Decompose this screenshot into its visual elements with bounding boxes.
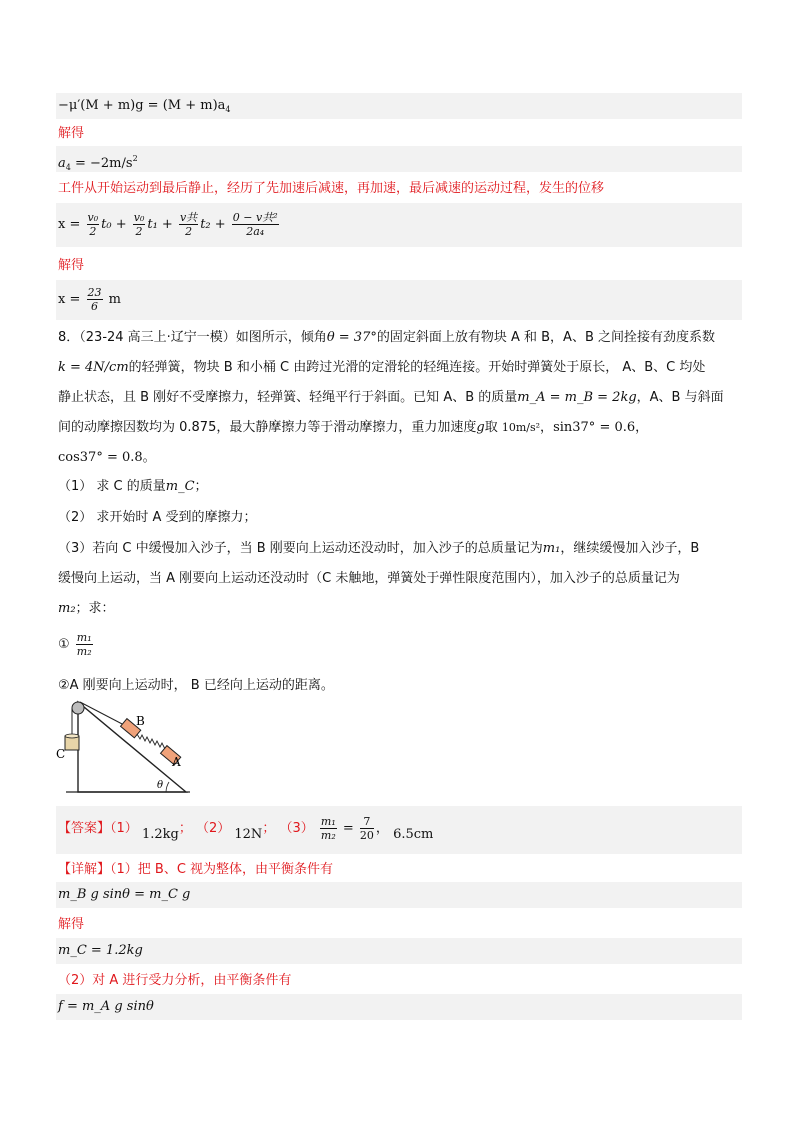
sub-question-2: ②A 刚要向上运动时， B 已经向上运动的距离。	[58, 678, 334, 693]
sub-question-1: ① $\frac{\text{m₁}}{\text{m₂}}$	[58, 631, 92, 658]
equation-acceleration: $a_4 = -2m/s^2$	[58, 154, 138, 172]
equation-balance: m_B g sinθ = m_C g	[58, 887, 191, 902]
equation-box	[56, 146, 742, 172]
equation-friction: $-\mu'(M + m)g = (M + m)a_4$	[58, 98, 231, 114]
question-3: （3）若向 C 中缓慢加入沙子，当 B 刚要向上运动还没动时，加入沙子的总质量记为m₁，继续缓慢加入沙子，B 缓慢向上运动，当 A 刚要向上运动还没动时（C 未触地，弹簧处于弹性限度范围内），加入沙子的总质量记为 m₂；求：	[58, 541, 700, 616]
detail-part-2: （2）对 A 进行受力分析，由平衡条件有	[58, 973, 292, 988]
equation-box	[56, 280, 742, 320]
equation-mass-c: m_C = 1.2kg	[58, 943, 143, 958]
equation-displacement: x = $\frac{\text{v₀}}{2}$ t₀ + $\frac{\text{v₀}}{2}$ t₁ + $\frac{\text{v共}}{2}$ t₂ + $\frac{\text{0 − v共²}}{\text{2a₄}}$	[58, 211, 278, 238]
answer-line: 【答案】（1） 1.2kg； （2） 12N； （3） $\frac{\text{m₁}}{\text{m₂}}$ = $\frac{7}{20}$ ， 6.5cm	[58, 815, 434, 842]
label-a: A	[172, 755, 181, 769]
equation-friction-a: f = m_A g sinθ	[58, 999, 154, 1014]
equation-box	[56, 994, 742, 1020]
process-description: 工件从开始运动到最后静止，经历了先加速后减速，再加速，最后减速的运动过程，发生的位移	[58, 181, 605, 196]
jiede-label: 解得	[58, 126, 85, 141]
label-theta: θ	[157, 780, 164, 791]
label-b: B	[136, 714, 145, 728]
label-c: C	[56, 747, 66, 761]
question-1: （1） 求 C 的质量m_C；	[58, 479, 208, 494]
question-2: （2） 求开始时 A 受到的摩擦力；	[58, 510, 257, 525]
problem-statement: 8．（23-24 高三上·辽宁一模）如图所示，倾角θ = 37°的固定斜面上放有物块 A 和 B，A、B 之间拴接有劲度系数 k = 4N/cm的轻弹簧，物块 B 和小桶 C 由跨过光滑的定滑轮的轻绳连接。开始时弹簧处于原长， A、B、C 均处 静止状态，且 B 刚好不受摩擦力，轻弹簧、轻绳平行于斜面。已知 A、B 的质量m_A = m_B = 2kg，A、B 与斜面 间的动摩擦因数均为 0.875，最大静摩擦力等于滑动摩擦力，重力加速度g取 10m/s²，sin37° = 0.6， cos37° = 0.8。	[58, 330, 724, 465]
jiede-label: 解得	[58, 258, 85, 273]
detail-intro: 【详解】（1）把 B、C 视为整体，由平衡条件有	[58, 862, 334, 877]
jiede-label: 解得	[58, 917, 85, 932]
equation-displacement-result: x = $\frac{23}{6}$ m	[58, 286, 121, 313]
equation-box	[56, 938, 742, 964]
incline-figure	[56, 696, 196, 796]
